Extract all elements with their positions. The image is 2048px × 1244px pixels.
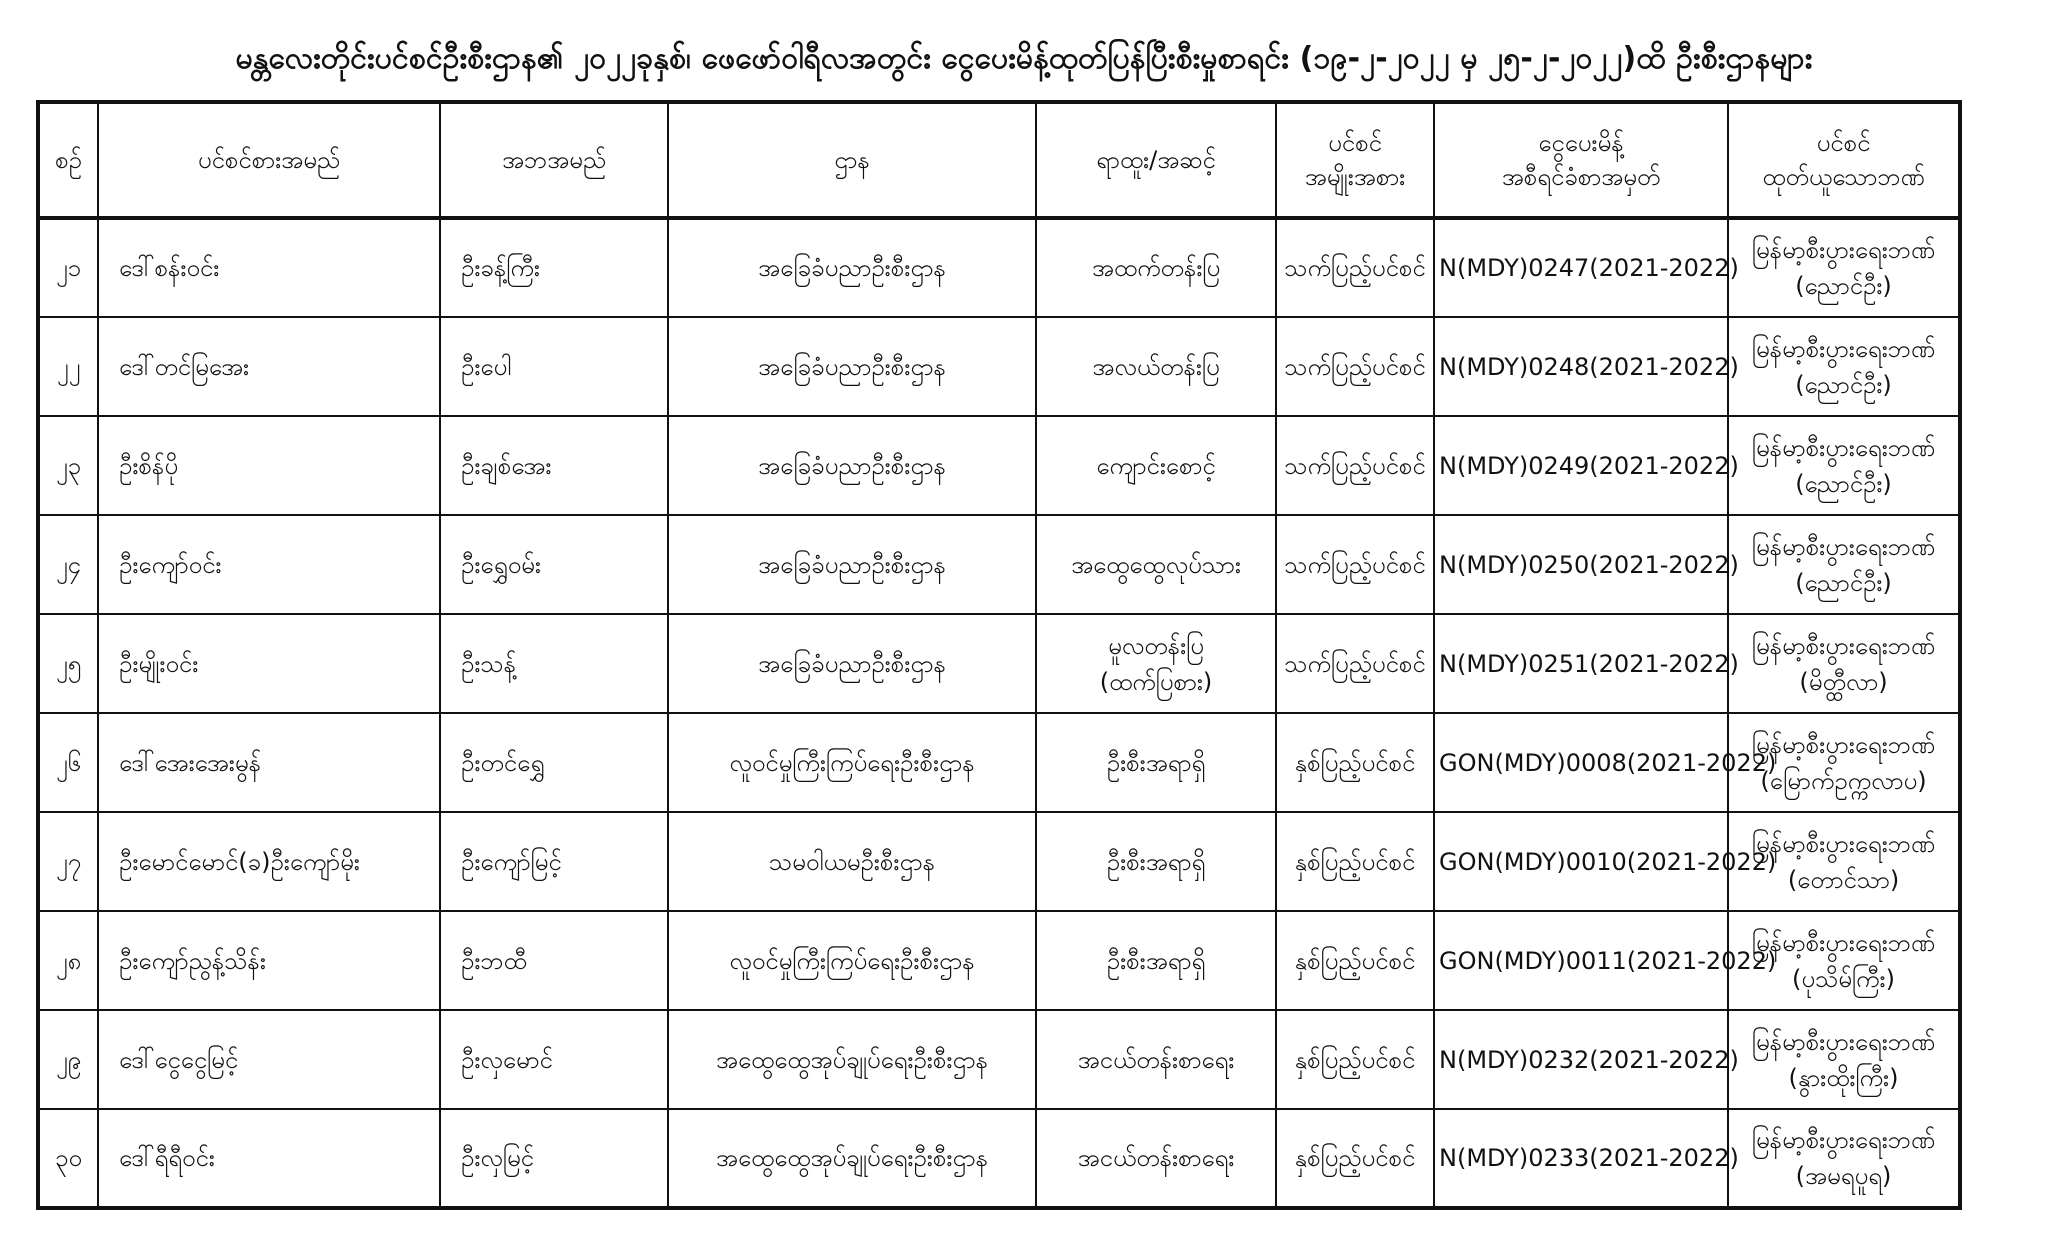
bank-branch: (ပုသိမ်ကြီး)	[1792, 964, 1895, 993]
cell-type: သက်ပြည့်ပင်စင်	[1276, 218, 1434, 317]
cell-order: N(MDY)0250(2021-2022)	[1434, 515, 1728, 614]
cell-order: N(MDY)0251(2021-2022)	[1434, 614, 1728, 713]
cell-type: နှစ်ပြည့်ပင်စင်	[1276, 1109, 1434, 1208]
cell-no: ၂၅	[38, 614, 98, 713]
cell-type: နှစ်ပြည့်ပင်စင်	[1276, 713, 1434, 812]
cell-name: ဒေါ်တင်မြအေး	[98, 317, 440, 416]
document-title: မန္တလေးတိုင်းပင်စင်ဦးစီးဌာန၏ ၂၀၂၂ခုနှစ်၊ ဖေဖော်ဝါရီလအတွင်း ငွေပေးမိန့်ထုတ်ပြန်ပြီးစီးမှုစာရင်း (၁၉-၂-၂၀၂၂ မှ ၂၅-၂-၂၀၂၂)ထိ ဦးစီးဌာနများ	[235, 41, 1813, 76]
header-name: ပင်စင်စားအမည်	[98, 102, 440, 218]
header-order	[1434, 102, 1728, 218]
bank-name: မြန်မာ့စီးပွားရေးဘဏ်	[1751, 236, 1936, 264]
bank-name: မြန်မာ့စီးပွားရေးဘဏ်	[1751, 1126, 1936, 1154]
cell-department: အခြေခံပညာဦးစီးဌာန	[668, 416, 1036, 515]
table-header-row	[38, 102, 1960, 218]
cell-name: ဒေါ်ရီရီဝင်း	[98, 1109, 440, 1208]
cell-bank	[1728, 515, 1960, 614]
cell-type: သက်ပြည့်ပင်စင်	[1276, 416, 1434, 515]
table-row	[38, 713, 1960, 812]
cell-father: ဦးခန့်ကြီး	[440, 218, 668, 317]
cell-order: GON(MDY)0008(2021-2022)	[1434, 713, 1728, 812]
cell-name: ဒေါ်အေးအေးမွန်	[98, 713, 440, 812]
bank-name: မြန်မာ့စီးပွားရေးဘဏ်	[1751, 829, 1936, 858]
cell-father: ဦးသန့်	[440, 614, 668, 713]
bank-branch: (မြောက်ဥက္ကလာပ)	[1760, 766, 1927, 795]
cell-department: လူဝင်မှုကြီးကြပ်ရေးဦးစီးဌာန	[668, 911, 1036, 1010]
cell-name: ဦးကျော်ဝင်း	[98, 515, 440, 614]
cell-type: သက်ပြည့်ပင်စင်	[1276, 614, 1434, 713]
cell-name: ဦးကျော်ညွန့်သိန်း	[98, 911, 440, 1010]
table-row	[38, 1109, 1960, 1208]
cell-department: အခြေခံပညာဦးစီးဌာန	[668, 614, 1036, 713]
header-department: ဌာန	[668, 102, 1036, 218]
rank-title: မူလတန်းပြ	[1108, 631, 1204, 660]
cell-father: ဦးရွှေဝမ်း	[440, 515, 668, 614]
cell-no: ၂၂	[38, 317, 98, 416]
table-row	[38, 416, 1960, 515]
bank-name: မြန်မာ့စီးပွားရေးဘဏ်	[1751, 631, 1936, 660]
table-row	[38, 812, 1960, 911]
bank-branch: (ညောင်ဦး)	[1795, 370, 1892, 399]
table-row	[38, 911, 1960, 1010]
bank-name: မြန်မာ့စီးပွားရေးဘဏ်	[1751, 1027, 1936, 1056]
cell-type: သက်ပြည့်ပင်စင်	[1276, 515, 1434, 614]
cell-type: နှစ်ပြည့်ပင်စင်	[1276, 812, 1434, 911]
cell-name: ဒေါ်စန်းဝင်း	[98, 218, 440, 317]
cell-father: ဦးတင်ရွှေ	[440, 713, 668, 812]
cell-rank	[1036, 614, 1276, 713]
header-type-line1: ပင်စင်	[1328, 129, 1382, 157]
cell-order: N(MDY)0249(2021-2022)	[1434, 416, 1728, 515]
cell-rank: ကျောင်းစောင့်	[1036, 416, 1276, 515]
bank-branch: (ညောင်ဦး)	[1795, 272, 1892, 300]
bank-name: မြန်မာ့စီးပွားရေးဘဏ်	[1751, 334, 1936, 363]
header-rank: ရာထူး/အဆင့်	[1036, 102, 1276, 218]
cell-no: ၃၀	[38, 1109, 98, 1208]
bank-branch: (တောင်သာ)	[1787, 865, 1900, 894]
cell-department: အခြေခံပညာဦးစီးဌာန	[668, 218, 1036, 317]
table-row	[38, 218, 1960, 317]
cell-name: ဦးမျိုးဝင်း	[98, 614, 440, 713]
bank-branch: (ညောင်ဦး)	[1795, 469, 1892, 498]
bank-branch: (မိတ္ထီလာ)	[1799, 667, 1888, 696]
bank-branch: (အမရပူရ)	[1795, 1162, 1892, 1190]
cell-no: ၂၇	[38, 812, 98, 911]
header-bank	[1728, 102, 1960, 218]
cell-rank: အထွေထွေလုပ်သား	[1036, 515, 1276, 614]
cell-order: N(MDY)0248(2021-2022)	[1434, 317, 1728, 416]
cell-rank: အထက်တန်းပြ	[1036, 218, 1276, 317]
bank-branch: (ညောင်ဦး)	[1795, 568, 1892, 597]
bank-name: မြန်မာ့စီးပွားရေးဘဏ်	[1751, 433, 1936, 462]
cell-bank	[1728, 218, 1960, 317]
cell-father: ဦးပေါ	[440, 317, 668, 416]
cell-rank: ဦးစီးအရာရှိ	[1036, 812, 1276, 911]
cell-order: N(MDY)0233(2021-2022)	[1434, 1109, 1728, 1208]
cell-bank	[1728, 1109, 1960, 1208]
header-type-line2: အမျိုးအစား	[1304, 163, 1406, 191]
cell-no: ၂၆	[38, 713, 98, 812]
pension-table	[36, 100, 1962, 1210]
cell-order: GON(MDY)0011(2021-2022)	[1434, 911, 1728, 1010]
header-bank-line2: ထုတ်ယူသောဘဏ်	[1762, 163, 1925, 191]
cell-bank	[1728, 614, 1960, 713]
cell-department: အခြေခံပညာဦးစီးဌာန	[668, 317, 1036, 416]
cell-no: ၂၃	[38, 416, 98, 515]
cell-father: ဦးလှမြင့်	[440, 1109, 668, 1208]
header-bank-line1: ပင်စင်	[1816, 129, 1871, 157]
header-father: အဘအမည်	[440, 102, 668, 218]
rank-note: (ထက်ပြစား)	[1099, 667, 1213, 696]
cell-no: ၂၉	[38, 1010, 98, 1109]
cell-rank: အငယ်တန်းစာရေး	[1036, 1109, 1276, 1208]
cell-department: လူဝင်မှုကြီးကြပ်ရေးဦးစီးဌာန	[668, 713, 1036, 812]
cell-department: အထွေထွေအုပ်ချုပ်ရေးဦးစီးဌာန	[668, 1010, 1036, 1109]
bank-name: မြန်မာ့စီးပွားရေးဘဏ်	[1751, 532, 1936, 561]
header-type	[1276, 102, 1434, 218]
cell-name: ဦးမောင်မောင်(ခ)ဦးကျော်မိုး	[98, 812, 440, 911]
cell-father: ဦးချစ်အေး	[440, 416, 668, 515]
cell-no: ၂၄	[38, 515, 98, 614]
cell-bank	[1728, 416, 1960, 515]
cell-department: အခြေခံပညာဦးစီးဌာန	[668, 515, 1036, 614]
cell-no: ၂၈	[38, 911, 98, 1010]
bank-name: မြန်မာ့စီးပွားရေးဘဏ်	[1751, 928, 1936, 957]
cell-type: သက်ပြည့်ပင်စင်	[1276, 317, 1434, 416]
cell-rank: ဦးစီးအရာရှိ	[1036, 911, 1276, 1010]
cell-father: ဦးဘထီ	[440, 911, 668, 1010]
table-row	[38, 614, 1960, 713]
table-row	[38, 317, 1960, 416]
cell-order: N(MDY)0247(2021-2022)	[1434, 218, 1728, 317]
cell-order: GON(MDY)0010(2021-2022)	[1434, 812, 1728, 911]
cell-no: ၂၁	[38, 218, 98, 317]
header-order-line1: ငွေပေးမိန့်	[1538, 129, 1624, 157]
cell-rank: အလယ်တန်းပြ	[1036, 317, 1276, 416]
cell-department: သမဝါယမဦးစီးဌာန	[668, 812, 1036, 911]
cell-type: နှစ်ပြည့်ပင်စင်	[1276, 1010, 1434, 1109]
table-row	[38, 1010, 1960, 1109]
cell-name: ဦးစိန်ပို	[98, 416, 440, 515]
cell-name: ဒေါ်ငွေငွေမြင့်	[98, 1010, 440, 1109]
cell-father: ဦးလှမောင်	[440, 1010, 668, 1109]
header-order-line2: အစီရင်ခံစာအမှတ်	[1501, 163, 1661, 191]
cell-father: ဦးကျော်မြင့်	[440, 812, 668, 911]
bank-branch: (နွားထိုးကြီး)	[1788, 1063, 1899, 1092]
bank-name: မြန်မာ့စီးပွားရေးဘဏ်	[1751, 730, 1936, 759]
cell-bank	[1728, 1010, 1960, 1109]
cell-department: အထွေထွေအုပ်ချုပ်ရေးဦးစီးဌာန	[668, 1109, 1036, 1208]
cell-order: N(MDY)0232(2021-2022)	[1434, 1010, 1728, 1109]
cell-bank	[1728, 317, 1960, 416]
cell-rank: အငယ်တန်းစာရေး	[1036, 1010, 1276, 1109]
cell-type: နှစ်ပြည့်ပင်စင်	[1276, 911, 1434, 1010]
cell-rank: ဦးစီးအရာရှိ	[1036, 713, 1276, 812]
header-no: စဉ်	[38, 102, 98, 218]
table-row	[38, 515, 1960, 614]
